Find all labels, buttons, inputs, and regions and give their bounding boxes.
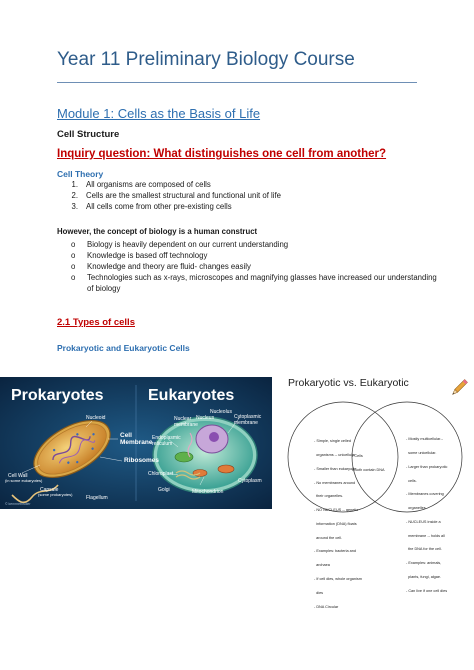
venn-line: - Examples: bacteria and — [314, 549, 356, 554]
chloroplast-label: Chloroplast — [148, 471, 174, 477]
cell-theory-heading: Cell Theory — [57, 169, 104, 179]
venn-line: organelles. — [406, 506, 427, 511]
list-item — [57, 179, 281, 190]
venn-line: - No membranes around — [314, 480, 356, 485]
list-item — [71, 272, 441, 294]
venn-line: organisms -- unicellular — [314, 452, 356, 457]
prok-euk-heading: Prokaryotic and Eukaryotic Cells — [57, 343, 190, 353]
venn-line: their organelles. — [314, 494, 344, 499]
venn-line: archaea — [314, 563, 330, 568]
inquiry-question: Inquiry question: What distinguishes one cell from another? — [57, 148, 387, 160]
eukaryotes-label: Eukaryotes — [148, 387, 235, 404]
venn-line: around the cell. — [314, 535, 343, 540]
venn-line: some unicellular. — [406, 450, 437, 455]
list-item — [71, 250, 441, 261]
list-text: Knowledge is based off technology — [87, 251, 208, 260]
bullet-icon: o — [71, 262, 76, 271]
title-divider — [57, 82, 417, 83]
page-title: Year 11 Preliminary Biology Course — [57, 49, 355, 70]
venn-line: - Examples: animals, — [406, 561, 442, 566]
cell-wall-note: (in some eukaryotes) — [5, 478, 43, 483]
cell-structure-heading: Cell Structure — [57, 129, 120, 140]
nucleolus-label: Nucleolus — [210, 409, 232, 415]
golgi-label: Golgi — [158, 487, 170, 493]
flagellum-label: Flagellum — [86, 495, 108, 501]
list-item — [71, 261, 441, 272]
venn-line: • Cells — [352, 454, 363, 459]
cell-comparison-illustration — [0, 377, 272, 509]
venn-line: information (DNA) floats — [314, 521, 357, 526]
bullet-icon: o — [71, 240, 76, 249]
venn-line: - If cell dies, whole organism — [314, 577, 362, 581]
nuclear-membrane-label: Nuclear membrane — [174, 416, 198, 428]
venn-eukaryotic-text — [406, 428, 447, 603]
construct-heading: However, the concept of biology is a human construct — [57, 227, 258, 236]
venn-line: - NUCLEUS inside a — [406, 519, 441, 524]
list-text: Knowledge and theory are fluid- changes easily — [87, 262, 251, 271]
mitochondrion-label: Mitochondrion — [192, 489, 224, 495]
venn-title: Prokaryotic vs. Eukaryotic — [288, 377, 409, 389]
venn-line: cells. — [406, 478, 417, 483]
venn-line: - Mostly multicellular-- — [406, 437, 443, 442]
cell-theory-list — [57, 179, 281, 212]
types-of-cells-heading: 2.1 Types of cells — [57, 317, 135, 328]
construct-list — [71, 239, 441, 294]
list-text: All cells come from other pre-existing cells — [86, 202, 232, 211]
module-heading: Module 1: Cells as the Basis of Life — [57, 106, 261, 121]
list-item — [57, 201, 281, 212]
list-item — [71, 239, 441, 250]
venn-line: - Larger than prokaryotic — [406, 464, 448, 469]
endoplasmic-reticulum-label: Endoplasmic reticulum — [152, 435, 181, 447]
venn-line: - Can live if one cell dies — [406, 588, 448, 593]
cytoplasmic-membrane-label: Cytoplasmic membrane — [234, 414, 262, 426]
list-item — [57, 190, 281, 201]
list-number: 3. — [71, 202, 78, 211]
list-text: Cells are the smallest structural and functional unit of life — [86, 191, 282, 200]
nucleus-label: Nucleus — [196, 415, 215, 421]
capsule-label: Capsule — [40, 487, 59, 493]
venn-shared-text — [352, 445, 385, 482]
list-number: 1. — [71, 180, 78, 189]
nucleoid-label: Nucleoid — [86, 415, 106, 421]
venn-line: dies — [314, 590, 324, 595]
capsule-note: (some prokaryotes) — [38, 492, 73, 497]
credit-label: © kennnethfuller — [5, 502, 31, 506]
venn-line: - NO NUCLEUS -- genetic — [314, 508, 359, 513]
list-text: Technologies such as x-rays, microscopes and magnifying glasses have increased our understanding of biology — [87, 273, 437, 293]
venn-line: - Membranes covering — [406, 492, 444, 497]
list-text: All organisms are composed of cells — [86, 180, 211, 189]
venn-line: - DNA Circular — [314, 604, 339, 609]
venn-line: - Smaller than eukaryotic — [314, 466, 356, 471]
venn-line: - Simple, single celled — [314, 439, 351, 444]
venn-line: • Both contain DNA — [352, 467, 385, 472]
cytoplasm-label: Cytoplasm — [238, 478, 262, 484]
cell-membrane-label: Cell Membrane — [120, 432, 153, 446]
venn-line: the DNA for the cell. — [406, 547, 442, 552]
venn-line: membrane -- holds all — [406, 533, 445, 538]
ribosomes-label: Ribosomes — [124, 457, 160, 464]
bullet-icon: o — [71, 273, 76, 282]
list-text: Biology is heavily dependent on our current understanding — [87, 240, 289, 249]
list-number: 2. — [71, 191, 78, 200]
cell-wall-label: Cell Wall — [8, 473, 28, 479]
prokaryotes-label: Prokaryotes — [11, 387, 104, 404]
bullet-icon: o — [71, 251, 76, 260]
venn-diagram — [276, 375, 474, 609]
venn-line: plants, fungi, algae. — [406, 575, 442, 579]
